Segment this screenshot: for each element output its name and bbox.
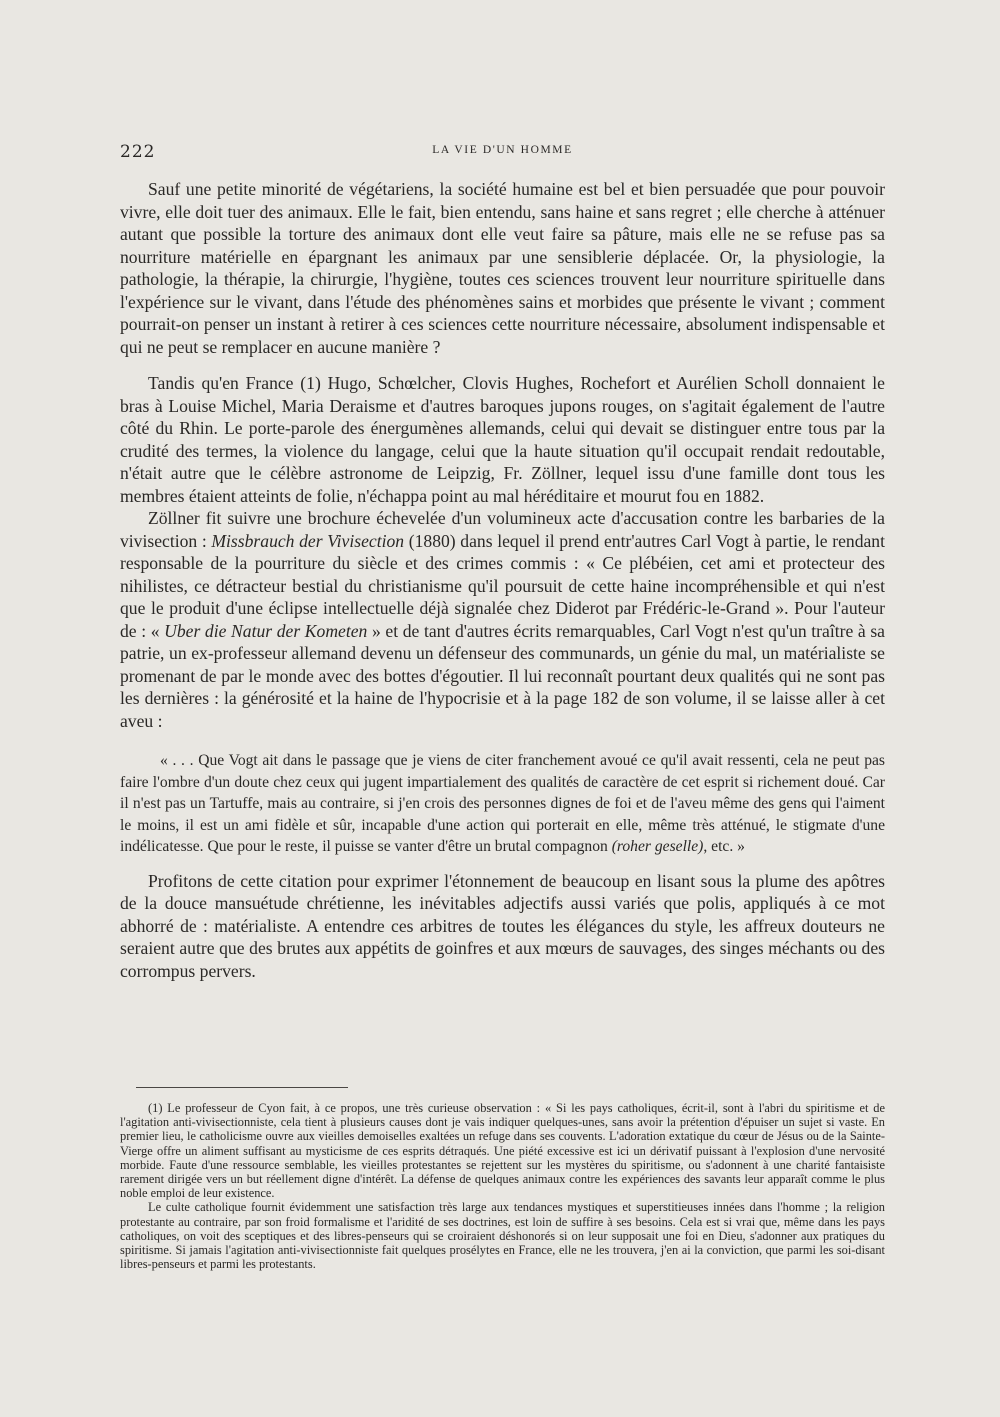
paragraph-3-text-a: Zöllner fit suivre une brochure échevelée d'un volumineux acte d'accusation contre les barbaries de la vivisection :: [120, 508, 885, 551]
quote-text-b: , etc. »: [703, 838, 745, 855]
paragraph-1: Sauf une petite minorité de végétariens, la société humaine est bel et bien persuadée que pour pouvoir vivre, elle doit tuer des animaux. Elle le fait, bien entendu, sans haine et sans regret ; elle cherche à atténuer autant que possible la torture des animaux dont elle veut faire sa pâture, mais elle ne se refuse pas sa nourriture matérielle en épargnant les animaux par une sensiblerie déplacée. Or, la physiologie, la pathologie, la thérapie, la chirurgie, l'hygiène, toutes ces sciences trouvent leur nourriture spirituelle dans l'expérience sur le vivant, dans l'étude des phénomènes sains et morbides que présente le vivant ; comment pourrait-on penser un instant à retirer à ces sciences cette nourriture nécessaire, absolument indispensable et qui ne peut se remplacer en aucune manière ?: [120, 179, 885, 357]
running-title: LA VIE D'UN HOMME: [432, 144, 573, 156]
quote-text-a: « . . . Que Vogt ait dans le passage que je viens de citer franchement avoué ce qu'il avait ressenti, cela ne peut pas faire l'ombre d'un doute chez ceux qui jugent impartialement des qualités de caractère de cet esprit si richement doué. Car il n'est pas un Tartuffe, mais au contraire, si j'en crois des personnes dignes de foi et de l'aveu même des gens qui l'aiment le moins, il est un ami fidèle et sûr, incapable d'une action qui porterait en elle, même très atténué, le stigmate d'une indélicatesse. Que pour le reste, il puisse se vanter d'être un brutal compagnon: [120, 752, 885, 855]
block-quote: [120, 750, 885, 858]
page-header: [120, 140, 885, 168]
quote-german-term: (roher geselle): [611, 838, 704, 855]
paragraph-3-text-b: (1880) dans lequel il prend entr'autres Carl Vogt à partie, le rendant responsable de la pourriture du siècle et des crimes commis : « Ce plébéien, cet ami et protecteur des nihilistes, ce détracteur bestial du christianisme qu'il poursuit de cette haine incompréhensible et qui n'est que le produit d'une éclipse intellectuelle déjà signalée chez Diderot par Frédéric-le-Grand ». Pour l'auteur de : «: [120, 530, 885, 641]
paragraph-4: Profitons de cette citation pour exprimer l'étonnement de beaucoup en lisant sous la plume des apôtres de la douce mansuétude chrétienne, les inévitables adjectifs aussi variés que polis, appliqués à ce mot abhorré de : matérialiste. A entendre ces arbitres de toutes les élégances du style, les affreux douteurs ne seraient autre que des brutes aux appétits de goinfres et aux mœurs de sauvages, des singes méchants ou des corrompus pervers.: [120, 870, 885, 981]
book-title-missbrauch: Missbrauch der Vivisection: [211, 530, 405, 551]
footnote-divider: [136, 1087, 348, 1088]
page-number: 222: [120, 142, 156, 162]
book-title-kometen: Uber die Natur der Kometen: [164, 620, 368, 641]
paragraph-2: Tandis qu'en France (1) Hugo, Schœlcher, Clovis Hughes, Rochefort et Aurélien Scholl donnaient le bras à Louise Michel, Maria Deraisme et d'autres baroques jupons rouges, on s'agitait également de l'autre côté du Rhin. Le porte-parole des énergumènes allemands, celui qui devait se distinguer entre tous par la crudité des termes, la violence du langage, celui que la haute situation qu'il occupait rendait redoutable, n'était autre que le célèbre astronome de Leipzig, Fr. Zöllner, lequel issu d'une famille dont tous les membres étaient atteints de folie, n'échappa point au mal héréditaire et mourut fou en 1882.: [120, 373, 885, 506]
paragraph-3: [120, 507, 885, 732]
main-text: [120, 178, 885, 982]
footnotes: [120, 1101, 885, 1271]
footnote-1-continued: Le culte catholique fournit évidemment une satisfaction très large aux tendances mystiques et superstitieuses innées dans l'homme ; la religion protestante au contraire, par son froid formalisme et l'aridité de ses doctrines, est loin de suffire à ses besoins. Cela est si vrai que, même dans les pays catholiques, on voit des sceptiques et des libres-penseurs qui se croiraient déshonorés si on leur supposait une foi en Dieu, s'adonner aux pratiques du spiritisme. Si jamais l'agitation anti-vivisectionniste fait quelques prosélytes en France, elle ne les trouvera, j'en ai la conviction, que parmi les soi-disant libres-penseurs et parmi les protestants.: [120, 1200, 885, 1272]
footnote-1: (1) Le professeur de Cyon fait, à ce propos, une très curieuse observation : « Si les pays catholiques, écrit-il, sont à l'abri du spiritisme et de l'agitation anti-vivisectionniste, cela tient à plusieurs causes dont je vais indiquer quelques-unes, sans avoir la prétention d'épuiser un sujet si vaste. En premier lieu, le catholicisme ouvre aux vieilles demoiselles exaltées un refuge dans ses couvents. L'adoration extatique du cœur de Jésus ou de la Sainte-Vierge offre un aliment suffisant au mysticisme de ces esprits détraqués. Une piété excessive est ici un dérivatif puissant à l'explosion d'une nervosité morbide. Faute d'une ressource semblable, les vieilles protestantes se rejettent sur les mystères du spiritisme, ou s'adonnent à une charité fantaisiste rarement dirigée vers un but réellement digne d'intérêt. La défense de quelques animaux contre les expériences des savants leur apparaît comme le plus noble emploi de leur existence.: [120, 1101, 885, 1201]
paragraph-3-text-c: » et de tant d'autres écrits remarquables, Carl Vogt n'est qu'un traître à sa patrie, un ex-professeur allemand devenu un défenseur des communards, un génie du mal, un matérialiste se promenant de par le monde avec des bottes d'égoutier. Il lui reconnaît pourtant deux qualités qui ne sont pas les dernières : la générosité et la haine de l'hypocrisie et à la page 182 de son volume, il se laisse aller à cet aveu :: [120, 620, 885, 731]
